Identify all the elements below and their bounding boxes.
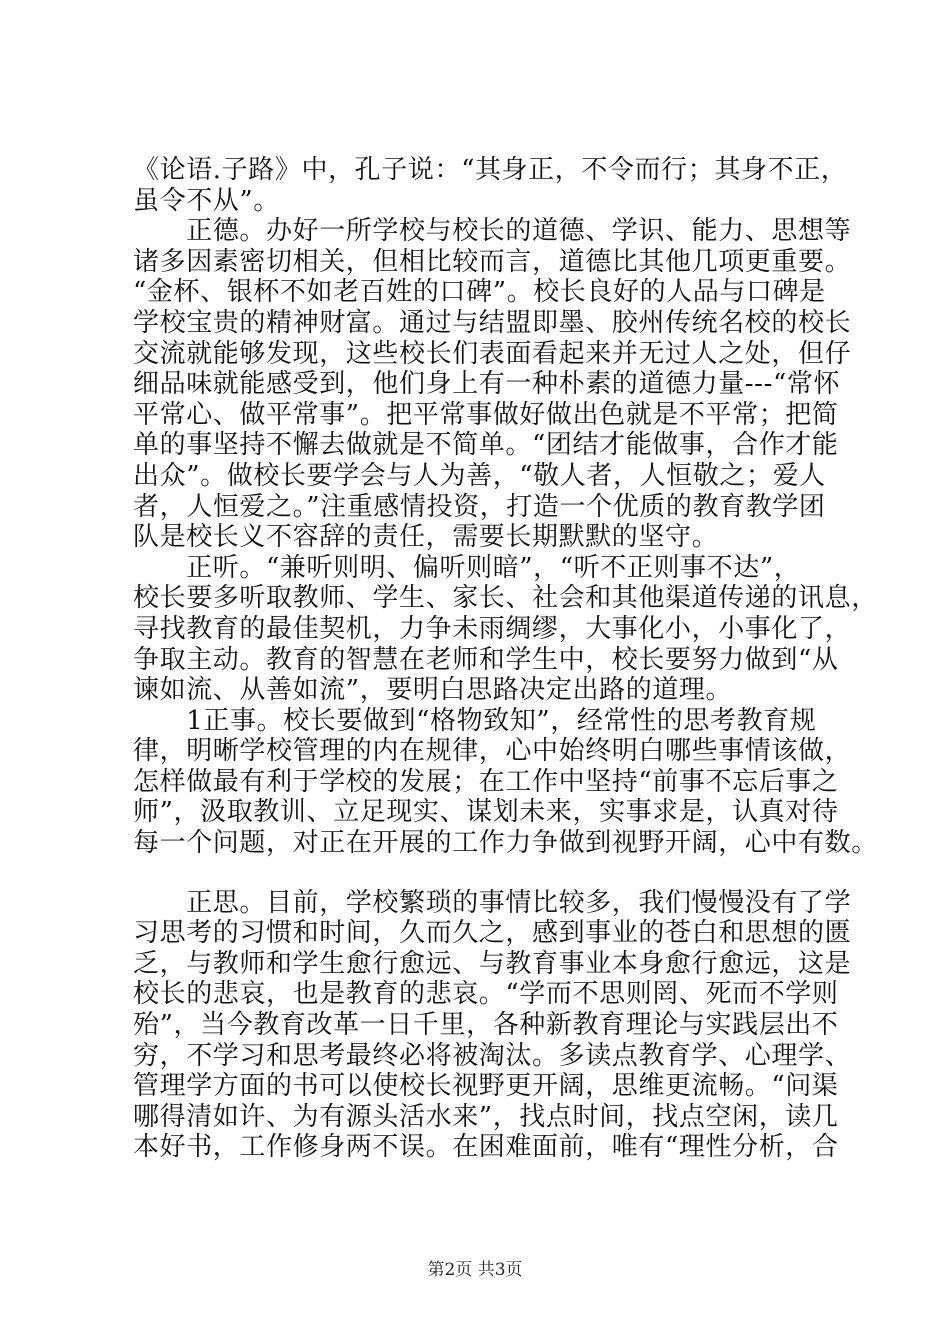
text-line: 交流就能够发现，这些校长们表面看起来并无过人之处，但仔	[133, 338, 852, 369]
text-line: 细品味就能感受到，他们身上有一种朴素的道德力量---“常怀	[133, 369, 841, 400]
text-line: 本好书，工作修身两不误。在困难面前，唯有“理性分析，合	[133, 1132, 839, 1163]
text-line: 师”，汲取教训、立足现实、谋划未来，实事求是，认真对待	[133, 797, 839, 828]
text-line: 出众”。做校长要学会与人为善，“敬人者，人恒敬之；爱人	[133, 460, 826, 491]
text-line: 习思考的习惯和时间，久而久之，感到事业的苍白和思想的匮	[133, 918, 852, 949]
paragraph-zhengting	[133, 552, 878, 706]
text-line: 穷，不学习和思考最终必将被淘汰。多读点教育学、心理学、	[133, 1040, 852, 1071]
text-line: 《论语.子路》中，孔子说：“其身正，不令而行；其身不正，	[133, 155, 848, 185]
text-line: 谏如流、从善如流”，要明白思路决定出路的道理。	[133, 675, 733, 706]
text-line: 者，人恒爱之。”注重感情投资，打造一个优质的教育教学团	[133, 491, 826, 522]
paragraph-gap	[133, 859, 833, 888]
text-line: 正德。办好一所学校与校长的道德、学识、能力、思想等	[133, 216, 852, 247]
text-line: 单的事坚持不懈去做就是不简单。“团结才能做事，合作才能	[133, 430, 839, 461]
text-line: 正听。“兼听则明、偏听则暗”，“听不正则事不达”，	[133, 552, 801, 583]
text-line: 律，明晰学校管理的内在规律，心中始终明白哪些事情该做，	[133, 736, 852, 767]
text-line: 寻找教育的最佳契机，力争未雨绸缪，大事化小，小事化了，	[133, 613, 852, 644]
text-line: 诸多因素密切相关，但相比较而言，道德比其他几项更重要。	[133, 246, 852, 277]
paragraph-zhengsi	[133, 887, 852, 1163]
text-line: 每一个问题，对正在开展的工作力争做到视野开阔，心中有数。	[133, 828, 878, 859]
paragraph-quote	[133, 155, 848, 216]
text-line: 争取主动。教育的智慧在老师和学生中，校长要努力做到“从	[133, 644, 839, 675]
text-line: 乏，与教师和学生愈行愈远、与教育事业本身愈行愈远，这是	[133, 948, 852, 979]
paragraph-zhengde	[133, 216, 852, 553]
text-line: 1正事。校长要做到“格物致知”，经常性的思考教育规	[133, 705, 817, 736]
page-footer	[0, 1255, 950, 1280]
text-line: 怎样做最有利于学校的发展；在工作中坚持“前事不忘后事之	[133, 766, 839, 797]
text-line: 平常心、做平常事”。把平常事做好做出色就是不平常；把简	[133, 399, 839, 430]
text-line: 校长要多听取教师、学生、家长、社会和其他渠道传递的讯息，	[133, 583, 878, 614]
text-line: 殆”，当今教育改革一日千里，各种新教育理论与实践层出不	[133, 1010, 839, 1041]
text-line: 正思。目前，学校繁琐的事情比较多，我们慢慢没有了学	[133, 887, 852, 918]
page-number-label: 第2页 共3页	[427, 1260, 523, 1280]
paragraph-zhengshi	[133, 705, 878, 859]
document-body	[133, 155, 878, 1163]
text-line: 虽令不从”。	[133, 185, 280, 216]
text-line: 队是校长义不容辞的责任，需要长期默默的坚守。	[133, 522, 719, 553]
text-line: 哪得清如许、为有源头活水来”，找点时间，找点空闲，读几	[133, 1101, 839, 1132]
text-line: “金杯、银杯不如老百姓的口碑”。校长良好的人品与口碑是	[133, 277, 826, 308]
text-line: 管理学方面的书可以使校长视野更开阔，思维更流畅。“问渠	[133, 1071, 839, 1102]
text-line: 校长的悲哀，也是教育的悲哀。“学而不思则罔、死而不学则	[133, 979, 839, 1010]
text-line: 学校宝贵的精神财富。通过与结盟即墨、胶州传统名校的校长	[133, 307, 852, 338]
